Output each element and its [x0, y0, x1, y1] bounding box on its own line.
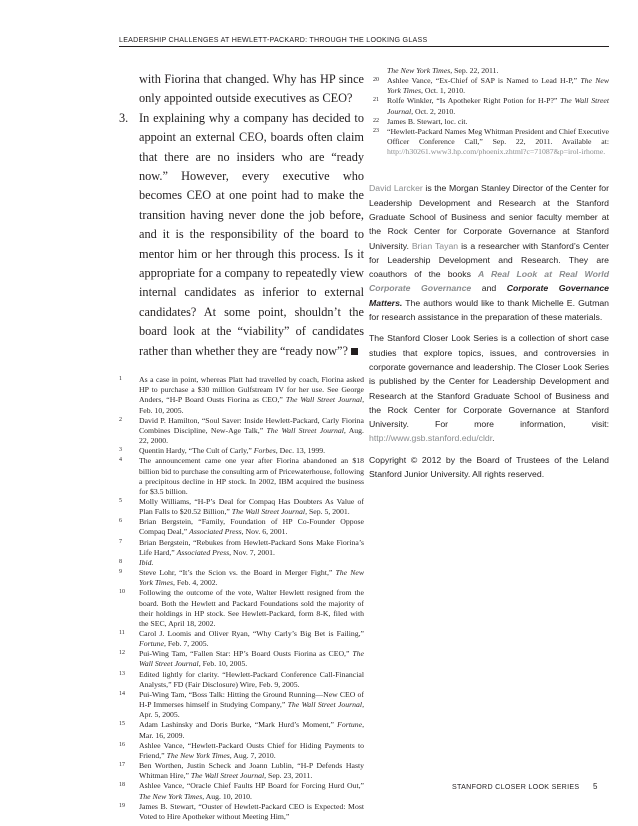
footnote-source: The Wall Street Journal	[190, 771, 265, 781]
footnotes-right	[369, 66, 609, 157]
footnote	[119, 670, 364, 690]
footnote-source: Forbes	[253, 446, 276, 456]
footnote-number: 14	[119, 690, 125, 697]
footnote-number: 2	[119, 416, 122, 423]
footnote-source: Associated Press	[189, 527, 242, 537]
footnote-link[interactable]: http://h30261.www3.hp.com/phoenix.zhtml?c=71087&p=irol-irhome.	[387, 147, 606, 157]
footnote-date: , Nov. 7, 2001.	[229, 547, 275, 557]
footnote	[119, 446, 364, 456]
bio-text: is the Morgan Stanley Director of the Center for Leadership Development and Research at the Stanford Graduate School of Business and senior faculty member at the Rock Center for Corporate Governance at Stanford University.	[369, 183, 610, 251]
footnote-number: 3	[119, 447, 122, 454]
footnote-source: The Wall Street Journal	[139, 649, 364, 669]
footnote-text: Carol J. Loomis and Oliver Ryan, “Why Carly’s Big Bet is Failing,”	[139, 629, 364, 638]
footnote-text: Ashlee Vance, “Oracle Chief Faults HP Board for Forcing Hurd Out,”	[139, 781, 364, 791]
author-bio	[369, 181, 609, 481]
footnote	[119, 588, 364, 629]
footnote-text: Pui-Wing Tam, “Fallen Star: HP’s Board Ousts Fiorina as CEO,”	[139, 649, 353, 659]
footer-series: STANFORD CLOSER LOOK SERIES	[452, 783, 580, 791]
footnote-date: , Feb. 7, 2005.	[163, 639, 209, 649]
footnote	[119, 558, 364, 568]
footnote-text: Rolfe Winkler, “Is Apotheker Right Potion for H-P?”	[387, 96, 561, 106]
footnote	[119, 629, 364, 649]
footnote-text: Brian Bergstein, “Rebukes from Hewlett-Packard Sons Make Fiorina’s Life Hard,”	[139, 537, 364, 557]
footnote-text: Following the outcome of the vote, Walter Hewlett resigned from the board. Both the Hewlett and Packard Foundations sold the majority of their holdings in HP stock. See Hewlett-Packard, form 8-K, filed with the SEC, April 18, 2002.	[139, 588, 364, 628]
footnote	[369, 76, 609, 96]
footnote-number: 4	[119, 457, 122, 464]
footnote-number: 19	[119, 802, 125, 809]
footnote	[119, 517, 364, 537]
footnote-text: The announcement came one year after Fiorina abandoned an $18 billion bid to purchase the consulting arm of Pricewaterhouse, following a precipitous decline in HP stock. In 2002, IBM acquired the business for $3.5 billion.	[139, 456, 364, 496]
footnote-number: 17	[119, 762, 125, 769]
bio-text: The authors would like to thank Michelle E. Gutman for research assistance in the preparation of these materials.	[369, 297, 609, 323]
footnote-number: 20	[373, 77, 379, 84]
footnote-text: Ben Worthen, Justin Scheck and Joann Lublin, “H-P Defends Hasty Whitman Hire,”	[139, 761, 364, 781]
footnote-text: Edited lightly for clarity. “Hewlett-Packard Conference Call-Financial Analysts,” FD (Fair Disclosure) Wire, Feb. 9, 2005.	[139, 669, 364, 689]
footnote-number: 16	[119, 741, 125, 748]
footnote	[369, 96, 609, 116]
footnote-text: Quentin Hardy, “The Cult of Carly,”	[139, 446, 254, 456]
footnote-source: The New York Times	[387, 66, 451, 75]
footnote-source: The Wall Street Journal	[287, 700, 363, 710]
footnote-date: , Oct. 1, 2010.	[420, 86, 466, 96]
series-text: The Stanford Closer Look Series is a collection of short case studies that explore topics, issues, and controversies in corporate governance and leadership. The Closer Look Series is published by the Center for Leadership Development and Research at the Stanford Graduate School of Business and the Rock Center for Corporate Governance at Stanford University. For more information, visit:	[369, 333, 609, 430]
footnote-number: 21	[373, 97, 379, 104]
author-name-larcker: David Larcker	[369, 183, 423, 194]
footnote	[369, 127, 609, 157]
series-link[interactable]: http://www.gsb.stanford.edu/cldr	[369, 433, 493, 444]
footnote-source: The Wall Street Journal	[285, 395, 363, 405]
end-mark-square	[351, 348, 358, 355]
footnote-number: 1	[119, 376, 122, 383]
question-number: 3.	[119, 110, 129, 125]
footnote-source: Fortune	[337, 720, 363, 730]
footnote-date: , Aug. 10, 2010.	[202, 791, 252, 801]
footnote-text: Ashlee Vance, “Hewlett-Packard Ousts Chief for Hiding Payments to Friend,”	[139, 740, 364, 760]
footnote-date: , Feb. 10, 2005.	[139, 395, 364, 415]
footnote-source: The New York Times	[139, 568, 364, 588]
footnote-date: , Dec. 13, 1999.	[275, 446, 326, 456]
footnote-text: Ashlee Vance, “Ex-Chief of SAP is Named to Lead H-P,”	[387, 76, 581, 86]
footnote	[119, 741, 364, 761]
footnote-date: , Mar. 16, 2009.	[139, 720, 364, 740]
footnote-date: , Aug. 7, 2010.	[229, 750, 276, 760]
footnote-date: , Nov. 6, 2001.	[241, 527, 288, 537]
author-name-tayan: Brian Tayan	[411, 240, 459, 251]
footnote-number: 10	[119, 589, 125, 596]
footnote-source: The Wall Street Journal	[231, 507, 306, 517]
footnote-text: “Hewlett-Packard Names Meg Whitman President and Chief Executive Officer Conference Call,” Sep. 22, 2011. Available at:	[387, 126, 609, 147]
footnote-number: 8	[119, 558, 122, 565]
footnote-number: 6	[119, 518, 122, 525]
footnote-number: 22	[373, 117, 379, 124]
bio-paragraph	[369, 181, 609, 324]
question-continuation: with Fiorina that changed. Why has HP since only appointed outside executives as CEO?	[139, 72, 364, 106]
footnote	[119, 375, 364, 416]
footnote-source: The New York Times	[387, 76, 609, 96]
footnote	[119, 649, 364, 669]
header-rule	[119, 46, 609, 47]
footnote-date: , Feb. 10, 2005.	[198, 659, 248, 669]
footnote-date: , Feb. 4, 2002.	[172, 578, 218, 588]
footnote-text: Adam Lashinsky and Doris Burke, “Mark Hurd’s Moment,”	[139, 720, 338, 730]
footnote-source: The New York Times	[139, 791, 203, 801]
footnote-number: 9	[119, 569, 122, 576]
footnote-text: Brian Bergstein, “Family, Foundation of HP Co-Founder Oppose Compaq Deal,”	[139, 517, 364, 537]
footnote-text: James B. Stewart, “Ouster of Hewlett-Packard CEO is Expected: Most Voted to Hire Apotheker without Meeting Him,”	[139, 801, 364, 821]
left-column	[119, 70, 364, 822]
footnote-date: , Sep. 23, 2011.	[264, 771, 313, 781]
discussion-questions	[119, 70, 364, 361]
footnote-continuation	[369, 66, 609, 76]
footnote-date: , Apr. 5, 2005.	[139, 700, 364, 720]
footnote	[119, 690, 364, 720]
footnote-date: , Sep. 22, 2011.	[450, 66, 499, 75]
question-text: In explaining why a company has decided to appoint an external CEO, boards often claim that there are no insiders who are “ready now.” However, every executive who becomes CEO at one point had to make the transition having never done the job before, and it is the responsibility of the board to mentor him or her through this process. Is it appropriate for a company to repeatedly view internal candidates as inferior to external candidates? At some point, shouldn’t the board look at the “viability” of candidates rather than whether they are “ready now”?	[139, 110, 364, 358]
footnote	[119, 497, 364, 517]
footnote	[119, 456, 364, 497]
footnote-text: Steve Lohr, “It’s the Scion vs. the Board in Merger Fight,”	[139, 568, 336, 578]
footnote-source: Ibid.	[139, 557, 154, 567]
footnote-source: The New York Times	[166, 750, 230, 760]
copyright-notice: Copyright © 2012 by the Board of Trustees of the Leland Stanford Junior University. All rights reserved.	[369, 454, 609, 480]
footnote-text: Pui-Wing Tam, “Boss Talk: Hitting the Ground Running—New CEO of H-P Immerses himself in Studying Company,”	[139, 689, 364, 710]
footnote-source: Fortune	[139, 639, 164, 649]
footnote-date: , Sep. 5, 2001.	[305, 507, 350, 517]
footnote-source: The Wall Street Journal	[387, 96, 609, 116]
page-number: 5	[593, 782, 598, 791]
footnote-number: 5	[119, 497, 122, 504]
footnote	[119, 568, 364, 588]
footnote-text: David P. Hamilton, “Soul Saver: Inside Hewlett-Packard, Carly Fiorina Combines Discipline, New-Age Talk,”	[139, 415, 364, 435]
footnote-number: 12	[119, 650, 125, 657]
series-description	[369, 331, 609, 445]
footnote-number: 11	[119, 630, 125, 636]
footnote	[119, 720, 364, 740]
footnote-date: , Oct. 2, 2010.	[411, 106, 456, 116]
question-3	[119, 109, 364, 361]
footnote-source: Associated Press	[176, 547, 230, 557]
footnote-number: 18	[119, 782, 125, 789]
right-column	[369, 66, 609, 488]
footnote	[119, 761, 364, 781]
footnote	[369, 117, 609, 127]
footnote	[119, 781, 364, 801]
footnote-text: Molly Williams, “H-P’s Deal for Compaq Has Doubters As Value of Plan Falls to $20.52 Billion,”	[139, 496, 364, 517]
book-title-1: A Real Look at Real World Corporate Governance	[369, 269, 609, 294]
bio-text: is a researcher with Stanford’s Center for Leadership Development and Research. They are coauthors of the books	[369, 240, 609, 280]
footnote	[119, 802, 364, 822]
footnote	[119, 416, 364, 446]
footnote-text: James B. Stewart, loc. cit.	[387, 116, 468, 126]
footnote-date: , Aug. 22, 2000.	[139, 425, 364, 446]
footnote	[119, 538, 364, 558]
footnote-source: The Wall Street Journal	[266, 425, 344, 435]
bio-text: and	[471, 283, 507, 294]
running-header: LEADERSHIP CHALLENGES AT HEWLETT-PACKARD: THROUGH THE LOOKING GLASS	[119, 36, 428, 44]
footnote-number: 13	[119, 670, 125, 677]
book-title-2: Corporate Governance Matters.	[369, 283, 609, 308]
series-text-end: .	[492, 433, 495, 444]
footnotes-left	[119, 375, 364, 822]
footnote-number: 23	[373, 127, 379, 134]
footnote-number: 7	[119, 538, 122, 545]
footnote-text: As a case in point, whereas Platt had travelled by coach, Fiorina asked HP to purchase a $30 million Gulfstream IV for her use. See George Anders, “H-P Board Ousts Fiorina as CEO,”	[139, 375, 364, 405]
footnote-number: 15	[119, 721, 125, 728]
